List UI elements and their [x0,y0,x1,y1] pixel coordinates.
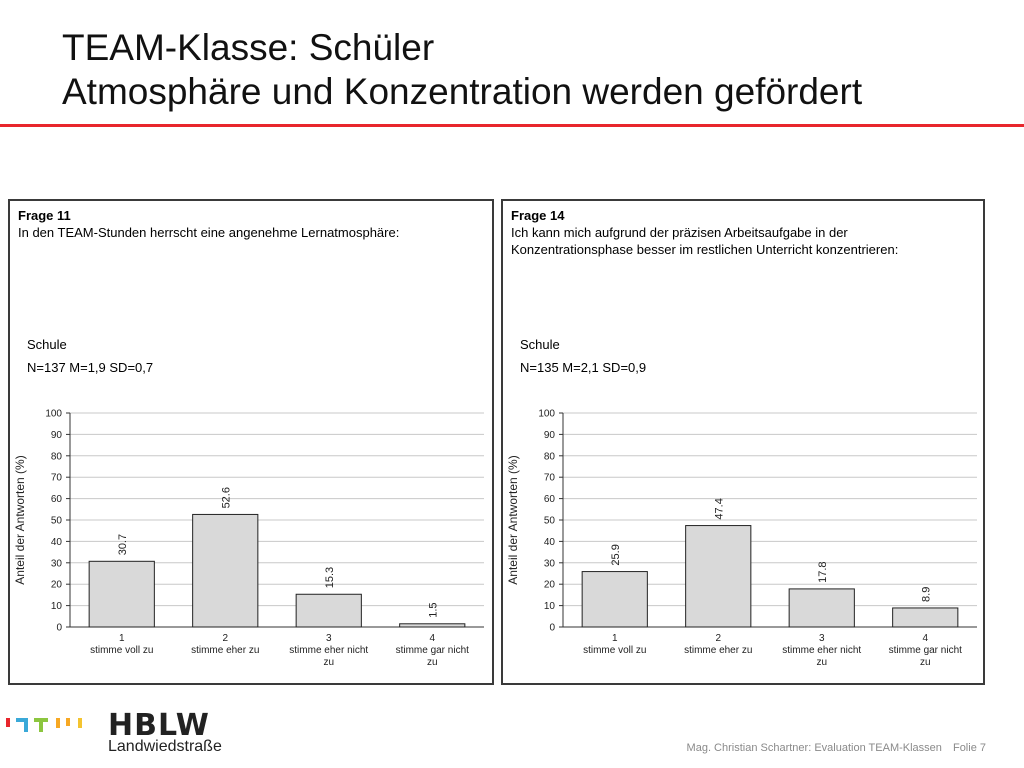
y-tick-label: 60 [50,494,62,506]
bar [400,624,465,627]
bar-value-label: 30.7 [116,533,129,556]
bar [789,589,854,627]
hblw-logo [4,708,244,760]
chart-panel-frage-11 [8,199,494,685]
y-axis-label: Anteil der Antworten (%) [506,455,520,585]
slide-footer [687,742,986,754]
bar-value-label: 52.6 [220,487,233,509]
y-tick-label: 60 [543,494,555,506]
question-line: Konzentrationsphase besser im restlichen Unterricht konzentrieren: [511,242,899,257]
x-category-label: stimme voll zu [90,645,154,656]
y-axis-label: Anteil der Antworten (%) [13,455,27,585]
bar-value-label: 47.4 [713,498,726,520]
group-label: Schule [27,337,67,352]
chart-panel-frage-14 [501,199,985,685]
bar [89,561,154,627]
logo-marks-icon [4,712,100,736]
y-tick-label: 80 [543,451,555,463]
y-tick-label: 100 [45,408,62,420]
x-category-label: zu [426,657,438,668]
y-tick-label: 20 [543,579,555,591]
y-tick-label: 10 [543,601,555,613]
stats-label: N=135 M=2,1 SD=0,9 [520,360,647,375]
bar [582,572,647,627]
y-tick-label: 20 [50,579,62,591]
bar-value-label: 8.9 [920,586,933,602]
x-category-label: stimme eher nicht [289,645,369,656]
question-header [511,207,898,258]
y-tick-label: 30 [543,558,555,570]
y-tick-label: 70 [543,472,555,484]
x-category-label: 1 [118,633,125,644]
y-tick-label: 0 [549,622,555,634]
sample-stats [520,333,646,379]
x-category-label: 4 [429,633,436,644]
x-category-label: 4 [922,633,929,644]
x-category-label: stimme eher zu [684,645,753,656]
y-tick-label: 0 [56,622,62,634]
x-category-label: 2 [222,633,229,644]
bar-value-label: 25.9 [609,544,622,566]
x-category-label: zu [816,657,828,668]
x-category-label: stimme gar nicht [888,645,962,656]
x-category-label: 2 [715,633,722,644]
footer-text: Mag. Christian Schartner: Evaluation TEAM-Klassen [686,742,942,754]
x-category-label: 3 [325,633,332,644]
x-category-label: stimme voll zu [583,645,647,656]
stats-label: N=137 M=1,9 SD=0,7 [27,360,154,375]
bar [296,594,361,627]
y-tick-label: 70 [50,472,62,484]
title-accent-rule [0,124,1024,127]
bar [193,514,258,627]
group-label: Schule [520,337,560,352]
y-tick-label: 100 [538,408,555,420]
y-tick-label: 30 [50,558,62,570]
question-line: Ich kann mich aufgrund der präzisen Arbeitsaufgabe in der [511,225,848,240]
y-tick-label: 90 [50,429,62,441]
x-category-label: stimme gar nicht [395,645,469,656]
bar-chart-frage-11 [10,401,494,681]
question-text [18,224,399,241]
y-tick-label: 80 [50,451,62,463]
x-category-label: 3 [818,633,825,644]
y-tick-label: 50 [543,515,555,527]
y-tick-label: 40 [50,536,62,548]
bar-value-label: 17.8 [816,561,829,583]
sample-stats [27,333,153,379]
bar-value-label: 1.5 [427,602,440,618]
y-tick-label: 40 [543,536,555,548]
question-number: Frage 11 [18,208,71,223]
question-header [18,207,399,241]
slide-title [62,26,1002,114]
y-tick-label: 90 [543,429,555,441]
y-tick-label: 10 [50,601,62,613]
bar [893,608,958,627]
bar [686,526,751,627]
question-line: In den TEAM-Stunden herrscht eine angenehme Lernatmosphäre: [18,225,400,240]
page-number: Folie 7 [952,742,986,754]
x-category-label: stimme eher zu [191,645,260,656]
bar-value-label: 15.3 [323,566,336,589]
x-category-label: zu [919,657,931,668]
slide-title-line-2: Atmosphäre und Konzentration werden gefördert [62,71,863,112]
logo-subtitle: Landwiedstraße [108,738,222,755]
x-category-label: stimme eher nicht [782,645,862,656]
question-number: Frage 14 [511,208,565,223]
bar-chart-frage-14 [503,401,987,681]
x-category-label: 1 [611,633,618,644]
slide-title-line-1: TEAM-Klasse: Schüler [62,27,435,68]
logo-wordmark: HBLW [108,708,210,743]
question-text [511,224,898,258]
y-tick-label: 50 [50,515,62,527]
x-category-label: zu [323,657,335,668]
